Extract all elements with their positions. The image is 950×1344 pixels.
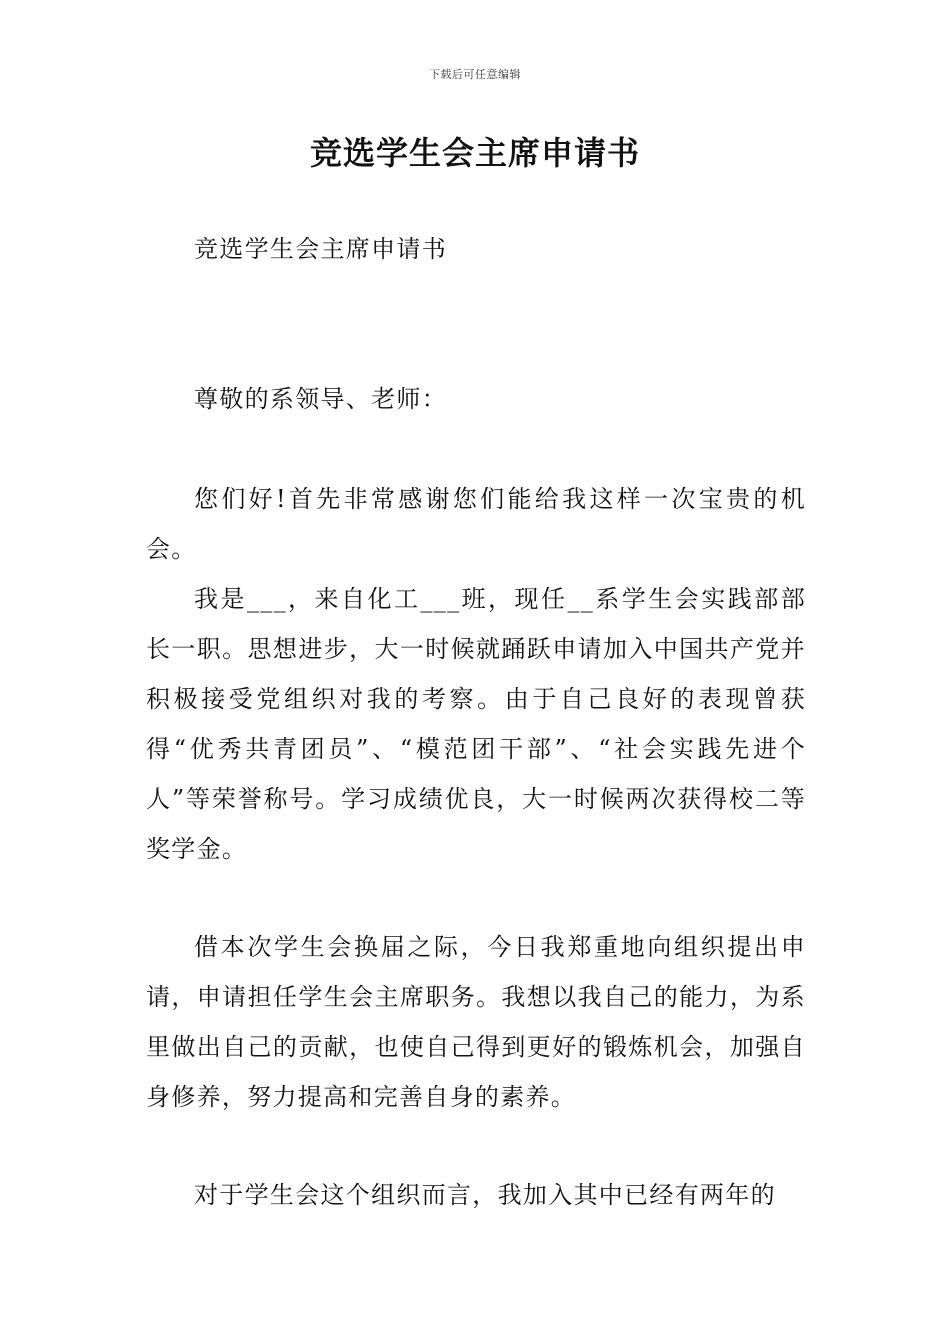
subtitle-line: 竞选学生会主席申请书 [194,235,447,263]
paragraph-continuation: 对于学生会这个组织而言，我加入其中已经有两年的 [194,1181,776,1209]
paragraph-introduction: 我是___，来自化工___班，现任__系学生会实践部部长一职。思想进步，大一时候就踊跃申请加入中国共产党并积极接受党组织对我的考察。由于自己良好的表现曾获得“优秀共青团员”、“模范团干部”、“社会实践先进个人”等荣誉称号。学习成绩优良，大一时候两次获得校二等奖学金。 [146,585,806,863]
document-title: 竞选学生会主席申请书 [309,134,640,172]
salutation: 尊敬的系领导、老师： [194,385,447,413]
header-note: 下载后可任意编辑 [429,68,521,81]
paragraph-application: 借本次学生会换届之际，今日我郑重地向组织提出申请，申请担任学生会主席职务。我想以我自己的能力，为系里做出自己的贡献，也使自己得到更好的锻炼机会，加强自身修养，努力提高和完善自身的素养。 [146,933,806,1111]
paragraph-greeting: 您们好!首先非常感谢您们能给我这样一次宝贵的机会。 [146,485,806,563]
